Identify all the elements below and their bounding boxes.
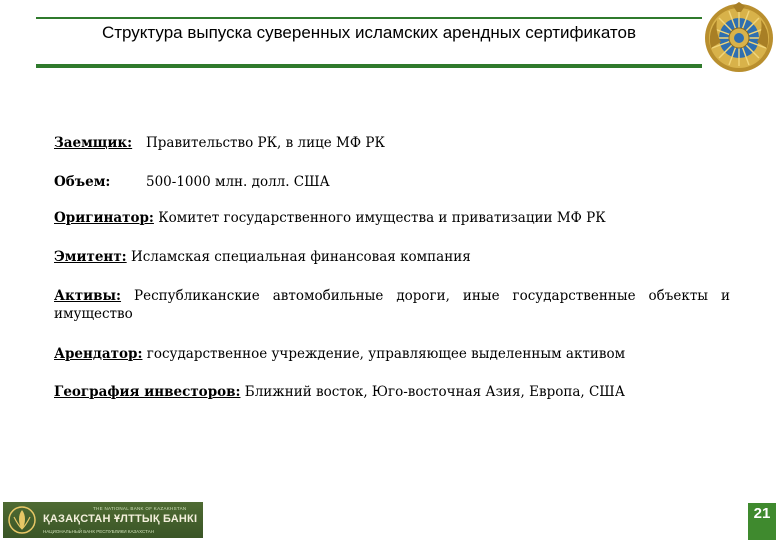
state-emblem-icon: [703, 2, 775, 74]
title-bottom-rule: [36, 64, 702, 68]
national-bank-logo: [3, 502, 203, 538]
borrower-label: Заемщик:: [54, 135, 133, 151]
originator-label: Оригинатор:: [54, 210, 154, 226]
title-top-rule: [36, 17, 702, 19]
assets-value: Республиканские автомобильные дороги, иные государственные объекты и имущество: [54, 288, 730, 322]
issuer-row: [54, 248, 730, 266]
borrower-row: [54, 134, 730, 152]
issuer-label: Эмитент:: [54, 249, 127, 265]
lessee-value: государственное учреждение, управляющее выделенным активом: [146, 346, 626, 362]
slide-title: Структура выпуска суверенных исламских арендных сертификатов: [101, 23, 637, 42]
bank-emblem-icon: [7, 505, 37, 535]
page-number: 21: [748, 503, 776, 540]
volume-row: [54, 173, 730, 191]
bank-name-ru: НАЦИОНАЛЬНЫЙ БАНК РЕСПУБЛИКИ КАЗАХСТАН: [43, 529, 154, 534]
bank-name-en: THE NATIONAL BANK OF KAZAKHSTAN: [93, 506, 187, 511]
borrower-value: Правительство РК, в лице МФ РК: [146, 135, 385, 151]
assets-row: [54, 287, 730, 323]
geography-value: Ближний восток, Юго-восточная Азия, Европа, США: [244, 384, 625, 400]
geography-row: [54, 383, 730, 401]
volume-value: 500-1000 млн. долл. США: [146, 174, 330, 190]
lessee-row: [54, 345, 730, 363]
geography-label: География инвесторов:: [54, 384, 241, 400]
assets-label: Активы:: [54, 288, 122, 304]
originator-row: [54, 209, 730, 227]
bank-name-kz: ҚАЗАҚСТАН ҰЛТТЫҚ БАНКІ: [43, 513, 198, 525]
lessee-label: Арендатор:: [54, 346, 143, 362]
originator-value: Комитет государственного имущества и приватизации МФ РК: [158, 210, 606, 226]
issuer-value: Исламская специальная финансовая компания: [130, 249, 471, 265]
volume-label: Объем:: [54, 174, 111, 190]
